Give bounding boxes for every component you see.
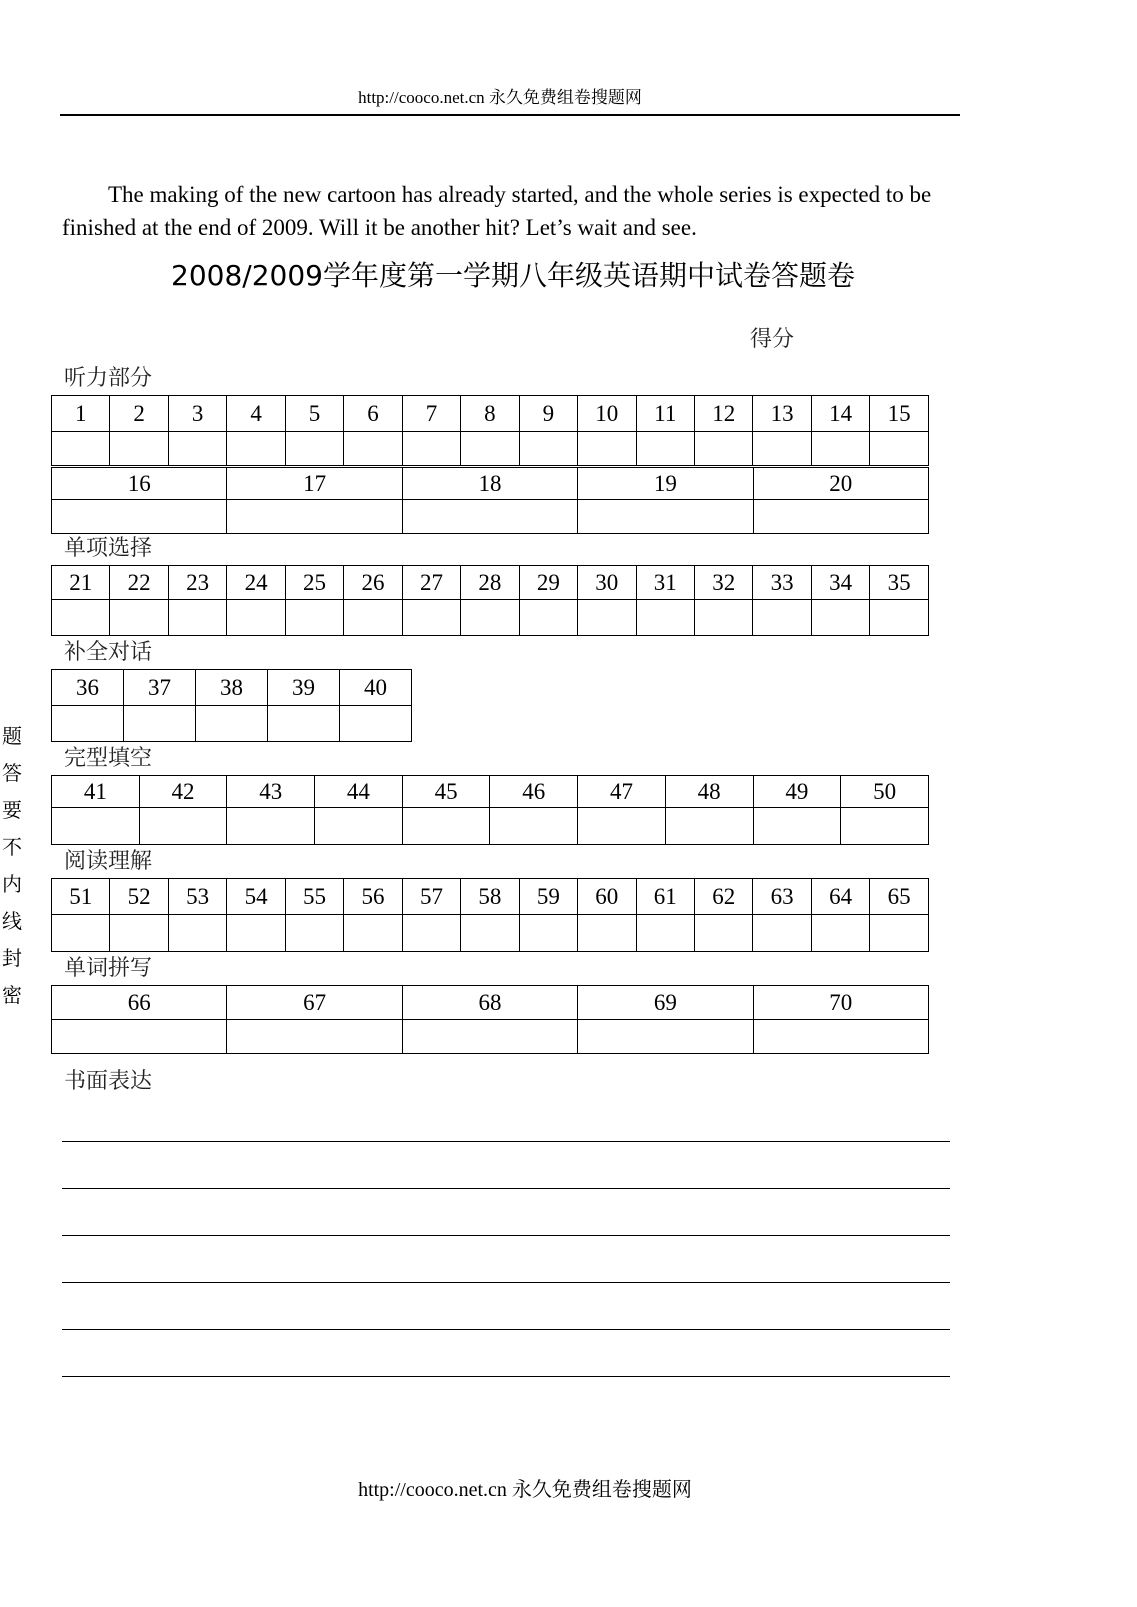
listening-answer-cell[interactable] (52, 432, 110, 466)
dialogue-number: 39 (268, 670, 340, 706)
single-choice-number: 21 (52, 566, 110, 600)
cloze-number: 50 (841, 776, 929, 808)
single-choice-number: 30 (578, 566, 636, 600)
single-choice-answer-cell[interactable] (52, 600, 110, 636)
reading-number: 60 (578, 879, 636, 915)
reading-number: 63 (753, 879, 811, 915)
spelling-answer-cell[interactable] (227, 1020, 402, 1054)
cloze-answer-cell[interactable] (52, 808, 140, 845)
single-choice-number: 22 (110, 566, 168, 600)
single-choice-answer-cell[interactable] (870, 600, 929, 636)
listening-number: 17 (227, 468, 402, 500)
dialogue-number: 38 (196, 670, 268, 706)
reading-answer-cell[interactable] (870, 915, 929, 952)
section-label-cloze: 完型填空 (64, 746, 153, 771)
single-choice-number: 25 (285, 566, 343, 600)
single-choice-answer-cell[interactable] (753, 600, 811, 636)
dialogue-answer-grid (51, 669, 412, 742)
listening-answer-cell[interactable] (636, 432, 694, 466)
section-label-writing: 书面表达 (64, 1069, 153, 1094)
listening-answer-cell[interactable] (402, 500, 577, 534)
single-choice-answer-cell[interactable] (110, 600, 168, 636)
seal-line-char: 封 (2, 946, 22, 970)
single-choice-answer-cell[interactable] (285, 600, 343, 636)
spelling-answer-cell[interactable] (52, 1020, 227, 1054)
single-choice-number: 35 (870, 566, 929, 600)
listening-number: 9 (519, 396, 577, 432)
single-choice-number: 32 (694, 566, 752, 600)
single-choice-answer-cell[interactable] (344, 600, 402, 636)
listening-number: 16 (52, 468, 227, 500)
reading-number: 55 (285, 879, 343, 915)
listening-number: 6 (344, 396, 402, 432)
score-label: 得分 (750, 327, 795, 352)
section-label-dialogue: 补全对话 (64, 640, 153, 665)
listening-answer-cell[interactable] (811, 432, 869, 466)
listening-answer-cell[interactable] (753, 432, 811, 466)
seal-line-char: 要 (2, 798, 22, 822)
reading-number: 64 (811, 879, 869, 915)
listening-number: 12 (694, 396, 752, 432)
dialogue-answer-cell[interactable] (196, 706, 268, 742)
listening-answer-grid-2 (51, 467, 929, 534)
listening-number: 15 (870, 396, 929, 432)
single-choice-number: 28 (461, 566, 519, 600)
listening-answer-grid (51, 395, 929, 466)
single-choice-answer-cell[interactable] (694, 600, 752, 636)
reading-number: 57 (402, 879, 460, 915)
reading-number: 52 (110, 879, 168, 915)
listening-answer-cell[interactable] (227, 500, 402, 534)
cloze-number: 41 (52, 776, 140, 808)
cloze-number: 45 (402, 776, 490, 808)
seal-line-char: 题 (2, 724, 22, 748)
dialogue-answer-cell[interactable] (268, 706, 340, 742)
writing-line[interactable] (62, 1235, 950, 1236)
single-choice-answer-cell[interactable] (461, 600, 519, 636)
listening-number: 2 (110, 396, 168, 432)
single-choice-answer-cell[interactable] (168, 600, 226, 636)
reading-answer-cell[interactable] (694, 915, 752, 952)
cloze-answer-cell[interactable] (315, 808, 403, 845)
cloze-answer-cell[interactable] (139, 808, 227, 845)
listening-number: 13 (753, 396, 811, 432)
page-header-text: http://cooco.net.cn 永久免费组卷搜题网 (358, 88, 642, 107)
single-choice-number: 24 (227, 566, 285, 600)
reading-answer-cell[interactable] (402, 915, 460, 952)
reading-answer-cell[interactable] (636, 915, 694, 952)
listening-number: 8 (461, 396, 519, 432)
single-choice-number: 34 (811, 566, 869, 600)
reading-answer-cell[interactable] (110, 915, 168, 952)
single-choice-answer-cell[interactable] (519, 600, 577, 636)
listening-number: 10 (578, 396, 636, 432)
listening-answer-cell[interactable] (344, 432, 402, 466)
listening-answer-cell[interactable] (578, 500, 753, 534)
listening-answer-cell[interactable] (402, 432, 460, 466)
writing-line[interactable] (62, 1329, 950, 1330)
listening-answer-cell[interactable] (753, 500, 928, 534)
dialogue-number: 36 (52, 670, 124, 706)
single-choice-answer-cell[interactable] (636, 600, 694, 636)
reading-number: 54 (227, 879, 285, 915)
listening-answer-cell[interactable] (52, 500, 227, 534)
single-choice-number: 31 (636, 566, 694, 600)
single-choice-answer-cell[interactable] (402, 600, 460, 636)
single-choice-answer-cell[interactable] (578, 600, 636, 636)
header-rule (60, 114, 960, 116)
reading-answer-cell[interactable] (461, 915, 519, 952)
spelling-answer-cell[interactable] (753, 1020, 928, 1054)
reading-number: 61 (636, 879, 694, 915)
section-label-single-choice: 单项选择 (64, 536, 153, 561)
spelling-number: 68 (402, 986, 577, 1020)
spelling-number: 67 (227, 986, 402, 1020)
dialogue-answer-cell[interactable] (52, 706, 124, 742)
reading-number: 51 (52, 879, 110, 915)
spelling-answer-cell[interactable] (402, 1020, 577, 1054)
reading-answer-cell[interactable] (811, 915, 869, 952)
section-label-listening: 听力部分 (64, 366, 153, 391)
listening-number: 1 (52, 396, 110, 432)
listening-answer-cell[interactable] (519, 432, 577, 466)
section-label-reading: 阅读理解 (64, 849, 153, 874)
writing-line[interactable] (62, 1282, 950, 1283)
listening-number: 11 (636, 396, 694, 432)
reading-answer-cell[interactable] (753, 915, 811, 952)
single-choice-answer-grid (51, 565, 929, 636)
spelling-answer-grid (51, 985, 929, 1054)
listening-number: 5 (285, 396, 343, 432)
cloze-number: 49 (753, 776, 841, 808)
cloze-answer-cell[interactable] (665, 808, 753, 845)
reading-number: 53 (168, 879, 226, 915)
page-title: 2008/2009学年度第一学期八年级英语期中试卷答题卷 (171, 259, 855, 292)
single-choice-number: 26 (344, 566, 402, 600)
reading-number: 65 (870, 879, 929, 915)
cloze-number: 47 (578, 776, 666, 808)
cloze-number: 42 (139, 776, 227, 808)
seal-line-char: 答 (2, 761, 22, 785)
writing-line[interactable] (62, 1376, 950, 1377)
listening-answer-cell[interactable] (285, 432, 343, 466)
reading-answer-cell[interactable] (344, 915, 402, 952)
seal-line-char: 密 (2, 983, 22, 1007)
listening-answer-cell[interactable] (110, 432, 168, 466)
listening-answer-cell[interactable] (461, 432, 519, 466)
listening-number: 14 (811, 396, 869, 432)
single-choice-answer-cell[interactable] (811, 600, 869, 636)
cloze-number: 46 (490, 776, 578, 808)
listening-answer-cell[interactable] (870, 432, 929, 466)
single-choice-number: 23 (168, 566, 226, 600)
single-choice-number: 33 (753, 566, 811, 600)
single-choice-number: 27 (402, 566, 460, 600)
cloze-answer-cell[interactable] (227, 808, 315, 845)
reading-answer-cell[interactable] (168, 915, 226, 952)
writing-line[interactable] (62, 1188, 950, 1189)
dialogue-number: 40 (340, 670, 412, 706)
seal-line-char: 线 (2, 909, 22, 933)
cloze-number: 44 (315, 776, 403, 808)
listening-number: 3 (168, 396, 226, 432)
cloze-answer-cell[interactable] (578, 808, 666, 845)
listening-answer-cell[interactable] (227, 432, 285, 466)
listening-number: 18 (402, 468, 577, 500)
reading-number: 58 (461, 879, 519, 915)
reading-answer-cell[interactable] (52, 915, 110, 952)
dialogue-number: 37 (124, 670, 196, 706)
page-footer-text: http://cooco.net.cn 永久免费组卷搜题网 (358, 1479, 692, 1501)
seal-line-char: 内 (2, 872, 22, 896)
listening-answer-cell[interactable] (578, 432, 636, 466)
intro-paragraph: The making of the new cartoon has already started, and the whole series is expected to be finished at the end of 2009. Will it be another hit? Let’s wait and see. (62, 182, 932, 240)
seal-line-notice (0, 718, 24, 1014)
reading-answer-cell[interactable] (227, 915, 285, 952)
cloze-answer-cell[interactable] (841, 808, 929, 845)
cloze-answer-cell[interactable] (402, 808, 490, 845)
listening-number: 20 (753, 468, 928, 500)
section-label-spelling: 单词拼写 (64, 956, 153, 981)
single-choice-answer-cell[interactable] (227, 600, 285, 636)
reading-answer-cell[interactable] (285, 915, 343, 952)
reading-number: 56 (344, 879, 402, 915)
listening-answer-cell[interactable] (168, 432, 226, 466)
dialogue-answer-cell[interactable] (340, 706, 412, 742)
spelling-number: 66 (52, 986, 227, 1020)
seal-line-char: 不 (2, 835, 22, 859)
writing-line[interactable] (62, 1141, 950, 1142)
spelling-answer-cell[interactable] (578, 1020, 753, 1054)
cloze-number: 43 (227, 776, 315, 808)
reading-answer-cell[interactable] (519, 915, 577, 952)
single-choice-number: 29 (519, 566, 577, 600)
reading-answer-grid (51, 878, 929, 952)
cloze-answer-cell[interactable] (753, 808, 841, 845)
cloze-answer-cell[interactable] (490, 808, 578, 845)
reading-answer-cell[interactable] (578, 915, 636, 952)
cloze-answer-grid (51, 775, 929, 845)
reading-number: 59 (519, 879, 577, 915)
cloze-number: 48 (665, 776, 753, 808)
dialogue-answer-cell[interactable] (124, 706, 196, 742)
listening-number: 19 (578, 468, 753, 500)
listening-number: 7 (402, 396, 460, 432)
spelling-number: 70 (753, 986, 928, 1020)
listening-number: 4 (227, 396, 285, 432)
reading-number: 62 (694, 879, 752, 915)
spelling-number: 69 (578, 986, 753, 1020)
listening-answer-cell[interactable] (694, 432, 752, 466)
